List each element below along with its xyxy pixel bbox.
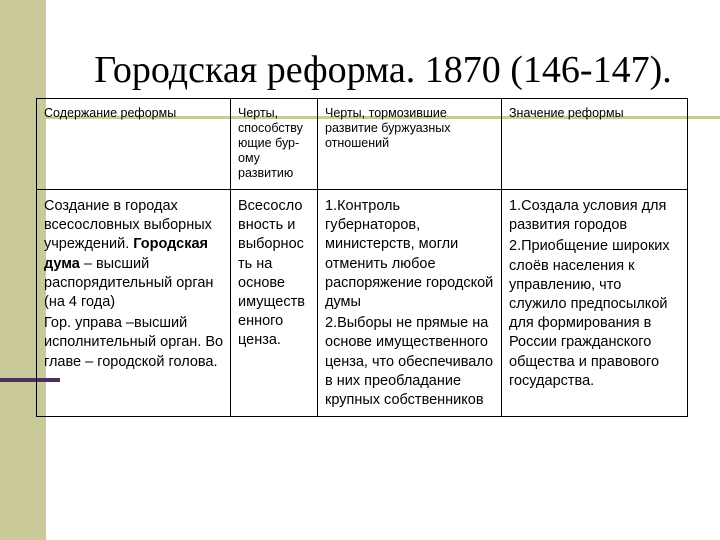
hindering-point-1: 1.Контроль губернаторов, министерств, могли отменить любое распоряжение городской думы <box>325 198 494 311</box>
table-header-row <box>37 99 688 190</box>
cell-content <box>37 190 231 417</box>
header-promoting-features: Черты, способству ющие бур-ому развитию <box>231 99 318 190</box>
cell-significance <box>502 190 688 417</box>
header-significance: Значение реформы <box>502 99 688 190</box>
content-duma-desc: – высший распорядительный орган (на 4 года) <box>44 255 214 311</box>
reform-table <box>36 98 688 417</box>
content-institutions: Создание в городах всесословных выборных учреждений. <box>44 198 212 253</box>
header-hindering-features: Черты, тормозившие развитие буржуазных отношений <box>318 99 502 190</box>
slide-title: Городская реформа. 1870 (146-147). <box>94 49 672 91</box>
content-paragraph <box>44 197 224 312</box>
cell-hindering-features <box>318 190 502 417</box>
cell-promoting-features: Всесосло вность и выборнос ть на основе имуществ енного ценза. <box>231 190 318 417</box>
table-row <box>37 190 688 417</box>
hindering-point-2: 2.Выборы не прямые на основе имущественного ценза, что обеспечивало в них преобладание крупных собственников <box>325 315 494 409</box>
content-uprava: Гор. управа –высший исполнительный орган. Во главе – городской голова. <box>44 315 224 370</box>
significance-point-1: 1.Создала условия для развития городов <box>509 198 667 234</box>
header-content: Содержание реформы <box>37 99 231 190</box>
content-duma-term: Городская дума <box>44 236 209 272</box>
significance-point-2: 2.Приобщение широких слоёв населения к управлению, что служило предпосылкой для формирования в России гражданского общества и правового государства. <box>509 238 670 389</box>
